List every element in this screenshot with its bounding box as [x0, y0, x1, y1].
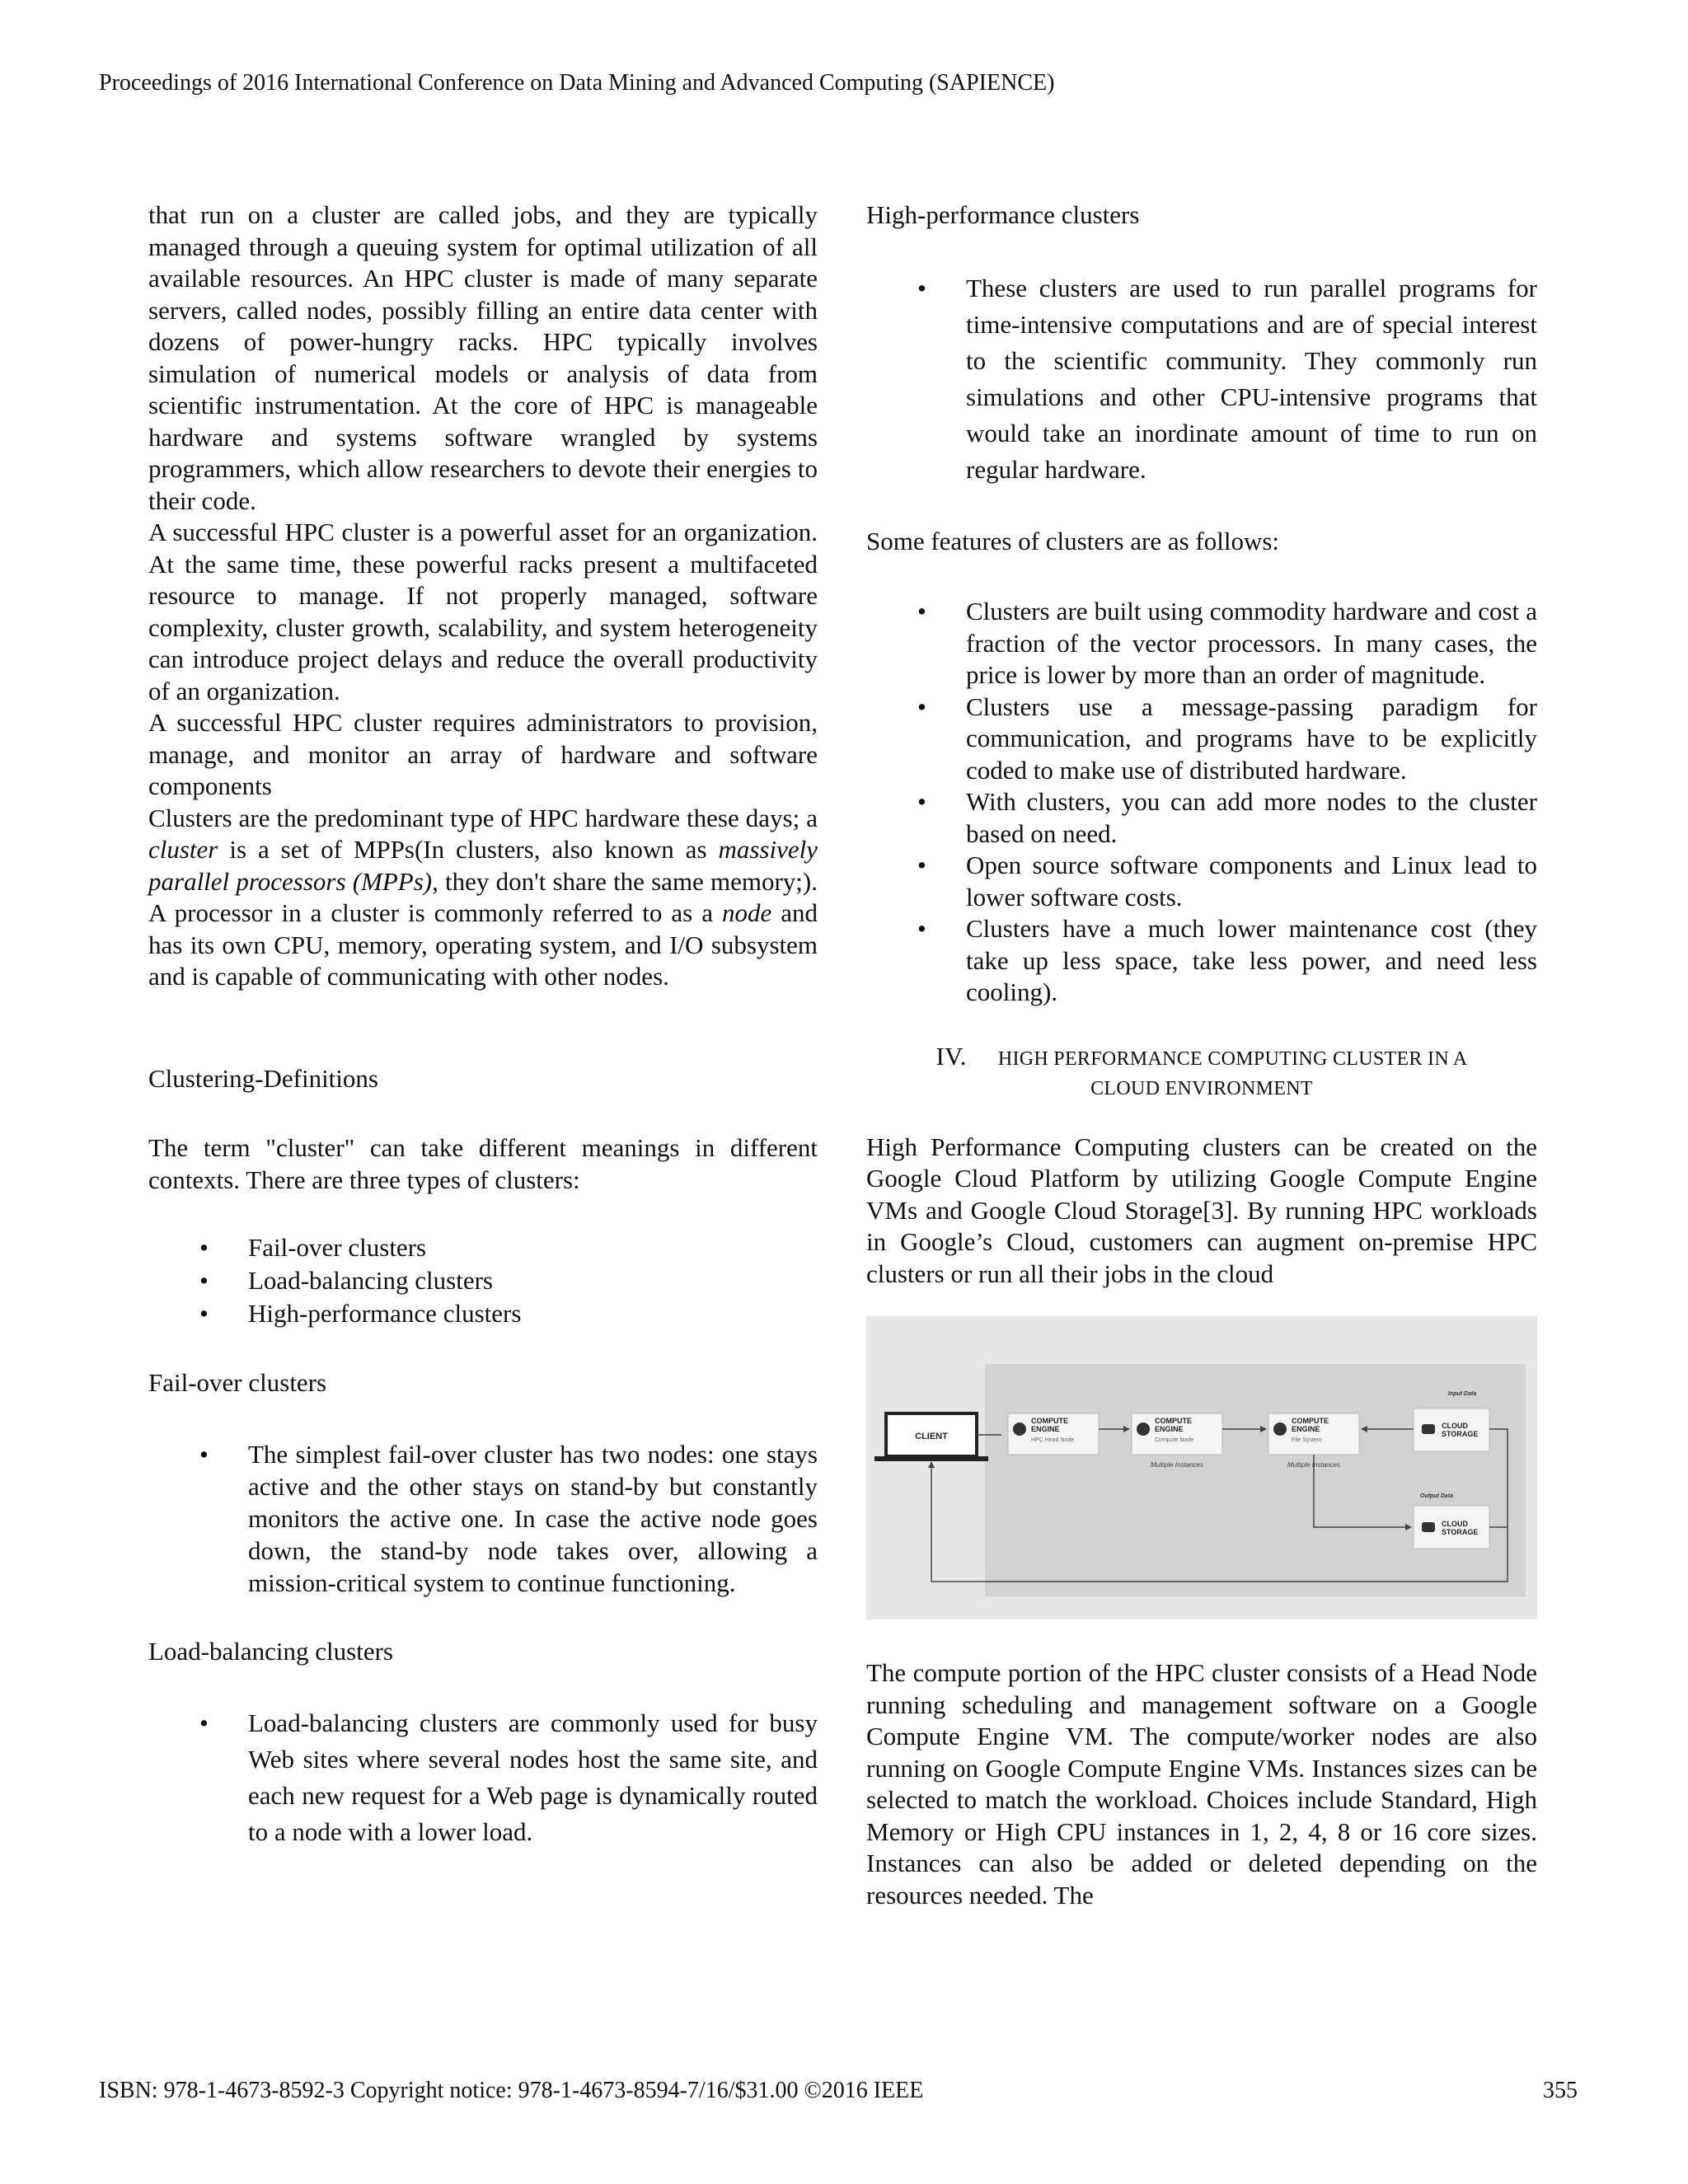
svg-text:CLOUD: CLOUD — [1442, 1520, 1468, 1528]
paragraph-jobs: that run on a cluster are called jobs, and they are typically managed through a queuing system for optimal utilization of all available resources. An HPC cluster is made of many separate servers, called nodes, possibly filling an entire data center with dozens of power-hungry racks. HPC typically involves simulation of numerical models or analysis of data from scientific instrumentation. At the core of HPC is manageable hardware and systems software wrangled by systems programmers, which allow researchers to devote their energies to their code. — [148, 200, 818, 515]
section-title: IV. HIGH PERFORMANCE COMPUTING CLUSTER IN A CLOUD ENVIRONMENT — [935, 1041, 1468, 1099]
paragraph-cluster-definition: Clusters are the predominant type of HPC hardware these days; a cluster is a set of MPPs(In clusters, also known as massively parallel processors (MPPs), they don't share the same memory;). A processor in a cluster is commonly referred to as a node and has its own CPU, memory, operating system, and I/O subsystem and is capable of communicating with other nodes. — [148, 803, 818, 991]
list-item: • Fail-over clusters — [148, 1231, 818, 1264]
list-item: • These clusters are used to run parallel programs for time-intensive computations and are of special interest to the scientific community. They commonly run simulations and other CPU-intensive programs that would take an inordinate amount of time to run on regular hardware. — [866, 270, 1537, 488]
footer-copyright: ISBN: 978-1-4673-8592-3 Copyright notice: 978-1-4673-8594-7/16/$31.00 ©2016 IEEE — [99, 2078, 924, 2103]
right-column — [866, 199, 1537, 1911]
page-header: Proceedings of 2016 International Conference on Data Mining and Advanced Computing (SAPIENCE) — [99, 70, 1055, 96]
svg-text:COMPUTE: COMPUTE — [1031, 1417, 1068, 1425]
svg-text:STORAGE: STORAGE — [1442, 1528, 1479, 1536]
left-column — [148, 199, 818, 1850]
svg-text:STORAGE: STORAGE — [1442, 1430, 1479, 1438]
cloud-storage-icon — [1422, 1424, 1435, 1434]
list-item: • High-performance clusters — [148, 1297, 818, 1330]
client-label: CLIENT — [915, 1432, 948, 1441]
list-item: • The simplest fail-over cluster has two nodes: one stays active and the other stays on stand-by but constantly monitors the active one. In case the active node goes down, the stand-by node takes over, allowing a mission-critical system to continue functioning. — [148, 1438, 818, 1599]
list-item: • Load-balancing clusters — [148, 1264, 818, 1297]
paragraph-cloud-hpc: High Performance Computing clusters can be created on the Google Cloud Platform by utilizing Google Compute Engine VMs and Google Cloud Storage[3]. By running HPC workloads in Google’s Cloud, customers can augment on-premise HPC clusters or run all their jobs in the cloud — [866, 1132, 1537, 1288]
list-item: • Clusters are built using commodity hardware and cost a fraction of the vector processors. In many cases, the price is lower by more than an order of magnitude. — [866, 596, 1537, 691]
compute-engine-icon — [1013, 1422, 1026, 1436]
svg-text:ENGINE: ENGINE — [1292, 1425, 1320, 1433]
heading-clustering-definitions: Clustering-Definitions — [148, 1063, 378, 1093]
paragraph-cluster-types-intro: The term "cluster" can take different meanings in different contexts. There are three types of clusters: — [148, 1133, 818, 1194]
svg-text:Multiple Instances: Multiple Instances — [1150, 1461, 1204, 1469]
svg-text:Input Data: Input Data — [1448, 1391, 1477, 1397]
list-item: • Open source software components and Linux lead to lower software costs. — [866, 850, 1537, 913]
list-item: • Clusters have a much lower maintenance cost (they take up less space, take less power, and need less cooling). — [866, 913, 1537, 1009]
svg-text:HPC Head Node: HPC Head Node — [1031, 1437, 1075, 1443]
svg-text:ENGINE: ENGINE — [1155, 1425, 1184, 1433]
svg-text:ENGINE: ENGINE — [1031, 1425, 1060, 1433]
heading-loadbalancing-clusters: Load-balancing clusters — [148, 1636, 393, 1666]
paragraph-administrators: A successful HPC cluster requires administrators to provision, manage, and monitor an array of hardware and software components — [148, 708, 818, 800]
list-item: • Load-balancing clusters are commonly used for busy Web sites where several nodes host the same site, and each new request for a Web page is dynamically routed to a node with a lower load. — [148, 1705, 818, 1850]
svg-text:CLOUD: CLOUD — [1442, 1422, 1468, 1430]
svg-text:File System: File System — [1292, 1437, 1322, 1443]
compute-engine-icon — [1273, 1422, 1287, 1436]
svg-text:Compute Node: Compute Node — [1155, 1437, 1194, 1443]
page-number: 355 — [1543, 2078, 1578, 2103]
paragraph-features-intro: Some features of clusters are as follows: — [866, 526, 1280, 555]
svg-text:COMPUTE: COMPUTE — [1292, 1417, 1329, 1425]
svg-text:Multiple Instances: Multiple Instances — [1287, 1461, 1341, 1469]
list-item: • Clusters use a message-passing paradigm for communication, and programs have to be explicitly coded to make use of distributed hardware. — [866, 691, 1537, 787]
loadbalancing-list — [148, 1705, 818, 1850]
heading-failover-clusters: Fail-over clusters — [148, 1368, 327, 1397]
section-number: IV. — [935, 1041, 967, 1071]
cloud-storage-icon — [1422, 1522, 1435, 1532]
heading-high-performance-clusters: High-performance clusters — [866, 200, 1140, 229]
failover-list — [148, 1438, 818, 1599]
paragraph-compute-portion: The compute portion of the HPC cluster consists of a Head Node running scheduling and management software on a Google Compute Engine VM. The compute/worker nodes are also running on Google Compute Engine VMs. Instances sizes can be selected to match the workload. Choices include Standard, High Memory or High CPU instances in 1, 2, 4, 8 or 16 core sizes. Instances can also be added or deleted depending on the resources needed. The — [866, 1658, 1537, 1910]
cluster-types-list — [148, 1231, 818, 1330]
architecture-diagram — [866, 1316, 1537, 1619]
svg-text:COMPUTE: COMPUTE — [1155, 1417, 1192, 1425]
paragraph-successful-cluster: A successful HPC cluster is a powerful asset for an organization. At the same time, these powerful racks present a multifaceted resource to manage. If not properly managed, software complexity, cluster growth, scalability, and system heterogeneity can introduce project delays and reduce the overall productivity of an organization. — [148, 518, 818, 705]
high-performance-list — [866, 270, 1537, 488]
compute-engine-icon — [1137, 1422, 1150, 1436]
features-list — [866, 596, 1537, 1009]
list-item: • With clusters, you can add more nodes to the cluster based on need. — [866, 786, 1537, 850]
svg-text:Output Data: Output Data — [1420, 1493, 1454, 1499]
